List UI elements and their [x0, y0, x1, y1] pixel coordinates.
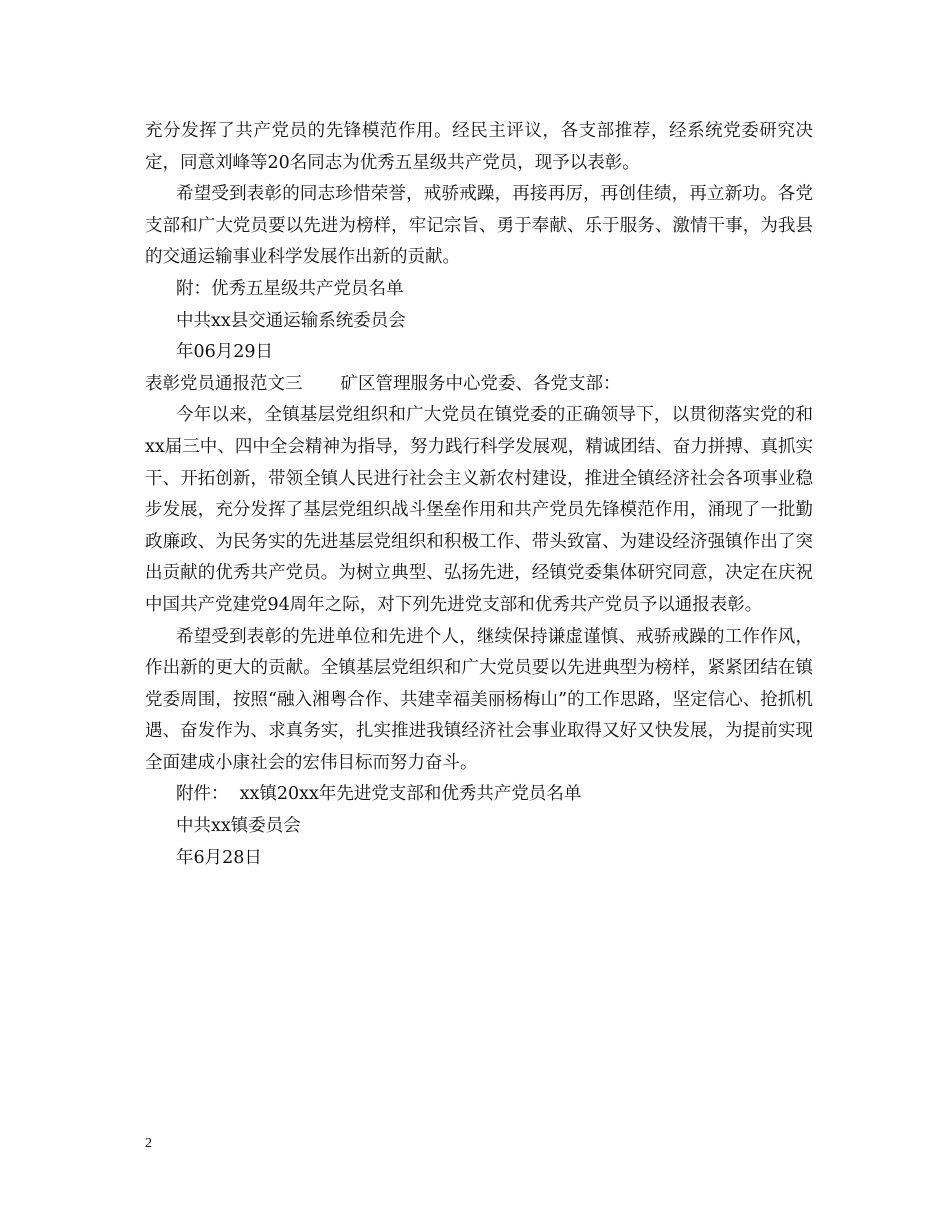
issuing-organization-2: 中共xx镇委员会 — [176, 816, 301, 837]
attachment-note-2: 附件： xx镇20xx年先进党支部和优秀共产党员名单 — [176, 784, 582, 805]
paragraph-hope-commend: 希望受到表彰的同志珍惜荣誉，戒骄戒躁，再接再厉，再创佳绩，再立新功。各党支部和广大党员要以先进为榜样，牢记宗旨、勇于奉献、乐于服务、激情干事，为我县的交通运输事业科学发展作出新的贡献。 — [145, 184, 813, 268]
page-number: 2 — [145, 1136, 152, 1151]
issue-date: 年06月29日 — [176, 342, 274, 363]
issuing-organization: 中共xx县交通运输系统委员会 — [176, 310, 406, 331]
section-title: 表彰党员通报范文三 — [145, 373, 303, 394]
document-body — [145, 116, 813, 874]
issue-date-2: 年6月28日 — [176, 847, 262, 868]
section-recipient: 矿区管理服务中心党委、各党支部： — [340, 373, 621, 394]
paragraph-town-hope: 希望受到表彰的先进单位和先进个人，继续保持谦虚谨慎、戒骄戒躁的工作作风，作出新的更大的贡献。全镇基层党组织和广大党员要以先进典型为榜样，紧紧团结在镇党委周围，按照“融入湘粤合作、共建幸福美丽杨梅山”的工作思路，坚定信心、抢抓机遇、奋发作为、求真务实，扎实推进我镇经济社会事业取得又好又快发展，为提前实现全面建成小康社会的宏伟目标而努力奋斗。 — [145, 626, 813, 773]
paragraph-town-achievements: 今年以来，全镇基层党组织和广大党员在镇党委的正确领导下，以贯彻落实党的和xx届三中、四中全会精神为指导，努力践行科学发展观，精诚团结、奋力拼搏、真抓实干、开拓创新，带领全镇人民进行社会主义新农村建设，推进全镇经济社会各项事业稳步发展，充分发挥了基层党组织战斗堡垒作用和共产党员先锋模范作用，涌现了一批勤政廉政、为民务实的先进基层党组织和积极工作、带头致富、为建设经济强镇作出了突出贡献的优秀共产党员。为树立典型、弘扬先进，经镇党委集体研究同意，决定在庆祝中国共产党建党94周年之际，对下列先进党支部和优秀共产党员予以通报表彰。 — [145, 405, 813, 615]
section-heading — [145, 369, 813, 401]
paragraph-continued: 充分发挥了共产党员的先锋模范作用。经民主评议，各支部推荐，经系统党委研究决定，同意刘峰等20名同志为优秀五星级共产党员，现予以表彰。 — [145, 121, 813, 173]
attachment-note: 附：优秀五星级共产党员名单 — [176, 278, 404, 299]
